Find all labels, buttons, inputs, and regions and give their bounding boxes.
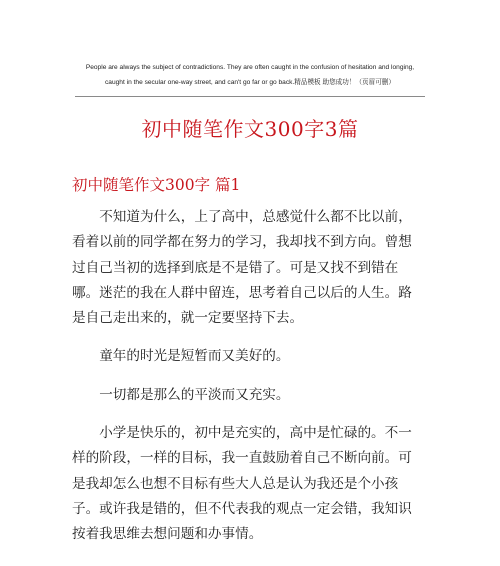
paragraph-4: 小学是快乐的，初中是充实的，高中是忙碌的。不一样的阶段，一样的目标，我一直鼓励着自己不断向前。可是我却怎么也想不目标有些大人总是认为我还是个小孩子。或许我是错的，但不代表我的观点一定会错，我知识按着我思维去想问题和办事情。 — [72, 425, 412, 543]
paragraph-1: 不知道为什么，上了高中，总感觉什么都不比以前，看着以前的同学都在努力的学习，我却找不到方向。曾想过自己当初的选择到底是不是错了。可是又找不到错在哪。迷茫的我在人群中留连，思考着自己以后的人生。路是自己走出来的，就一定要坚持下去。 — [72, 209, 412, 327]
section-heading: 初中随笔作文300字 篇1 — [72, 176, 241, 194]
header-line-2: caught in the secular one-way street, and can't go far or go back.精品模板 助您成功！（页眉可删） — [104, 79, 396, 86]
page-header — [60, 60, 440, 90]
header-divider — [75, 96, 425, 97]
document-title: 初中随笔作文300字3篇 — [141, 117, 359, 141]
header-line-1: People are always the subject of contradictions. They are often caught in the confusion of hesitation and longing, — [85, 64, 415, 71]
paragraph-2: 童年的时光是短暂而又美好的。 — [99, 348, 290, 365]
section-body — [72, 205, 424, 561]
paragraph-3: 一切都是那么的平淡而又充实。 — [99, 386, 290, 403]
